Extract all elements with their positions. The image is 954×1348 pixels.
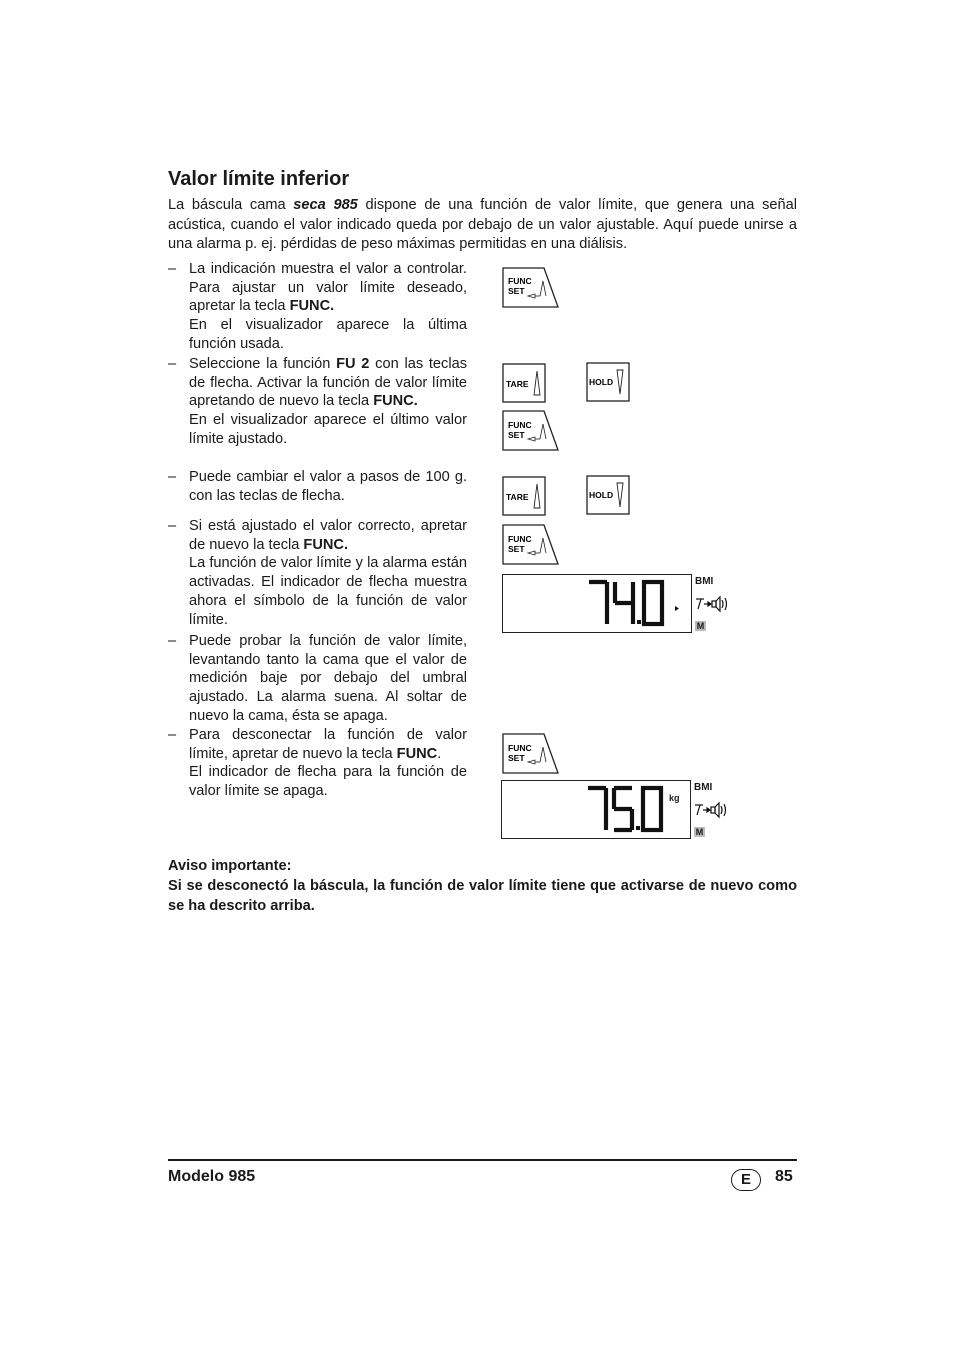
- bmi-label: BMI: [694, 782, 713, 793]
- svg-text:SET: SET: [508, 286, 525, 296]
- unit-label: kg: [669, 793, 680, 803]
- language-badge: E: [731, 1169, 761, 1191]
- limit-alarm-icon: [694, 801, 730, 819]
- intro-paragraph: La báscula cama seca 985 dispone de una función de valor límite, que genera una señal acústica, cuando el valor indicado queda por debajo de un valor ajustable. Aquí puede unirse a una alarma p. ej. pérdidas de peso máximas permitidas en una diálisis.: [168, 197, 797, 253]
- notice-body: Si se desconectó la báscula, la función de valor límite tiene que activarse de nuevo como se ha descrito arriba.: [168, 878, 797, 914]
- hold-key[interactable]: [586, 362, 642, 402]
- svg-text:FUNC: FUNC: [508, 743, 532, 753]
- svg-text:TARE: TARE: [506, 492, 529, 502]
- svg-text:HOLD: HOLD: [589, 377, 614, 387]
- step-5: – Puede probar la función de valor límite, levantando tanto la cama que el valor de medición baje por debajo del umbral ajustado. La alarma suena. Al soltar de nuevo la cama, ésta se apaga.: [168, 633, 467, 724]
- memory-indicator: M: [695, 827, 704, 837]
- tare-key[interactable]: [502, 476, 558, 516]
- func-set-key[interactable]: [502, 524, 558, 564]
- page-number: 85: [775, 1168, 793, 1185]
- footer-rule: [168, 1159, 797, 1161]
- footer-model: Modelo 985: [168, 1168, 256, 1185]
- svg-text:TARE: TARE: [506, 379, 529, 389]
- lcd-display: [501, 780, 713, 839]
- step-1: – La indicación muestra el valor a controlar. Para ajustar un valor límite deseado, apretar la tecla FUNC. En el visualizador aparece la última función usada.: [168, 261, 467, 352]
- bmi-label: BMI: [695, 576, 714, 587]
- limit-alarm-icon: [695, 595, 731, 613]
- notice-heading: Aviso importante:: [168, 858, 292, 874]
- svg-text:FUNC: FUNC: [508, 534, 532, 544]
- step-3: – Puede cambiar el valor a pasos de 100 g. con las teclas de flecha.: [168, 469, 467, 504]
- svg-text:FUNC: FUNC: [508, 276, 532, 286]
- svg-text:SET: SET: [508, 544, 525, 554]
- hold-key[interactable]: [586, 475, 642, 515]
- svg-text:FUNC: FUNC: [508, 420, 532, 430]
- lcd-display: [502, 574, 714, 633]
- svg-text:SET: SET: [508, 753, 525, 763]
- page-title: Valor límite inferior: [168, 168, 350, 190]
- step-6: – Para desconectar la función de valor límite, apretar de nuevo la tecla FUNC. El indicador de flecha para la función de valor límite se apaga.: [168, 727, 467, 800]
- svg-text:HOLD: HOLD: [589, 490, 614, 500]
- memory-indicator: M: [696, 621, 705, 631]
- func-set-key[interactable]: [502, 267, 558, 307]
- func-set-key[interactable]: [502, 410, 558, 450]
- step-2: – Seleccione la función FU 2 con las teclas de flecha. Activar la función de valor límite apretando de nuevo la tecla FUNC. En el visualizador aparece el último valor límite ajustado.: [168, 356, 467, 447]
- tare-key[interactable]: [502, 363, 558, 403]
- important-notice: [168, 856, 797, 916]
- step-4: – Si está ajustado el valor correcto, apretar de nuevo la tecla FUNC. La función de valor límite y la alarma están activadas. El indicador de flecha muestra ahora el símbolo de la función de valor límite.: [168, 518, 467, 628]
- svg-text:SET: SET: [508, 430, 525, 440]
- func-set-key[interactable]: [502, 733, 558, 773]
- brand-name: seca 985: [293, 197, 358, 213]
